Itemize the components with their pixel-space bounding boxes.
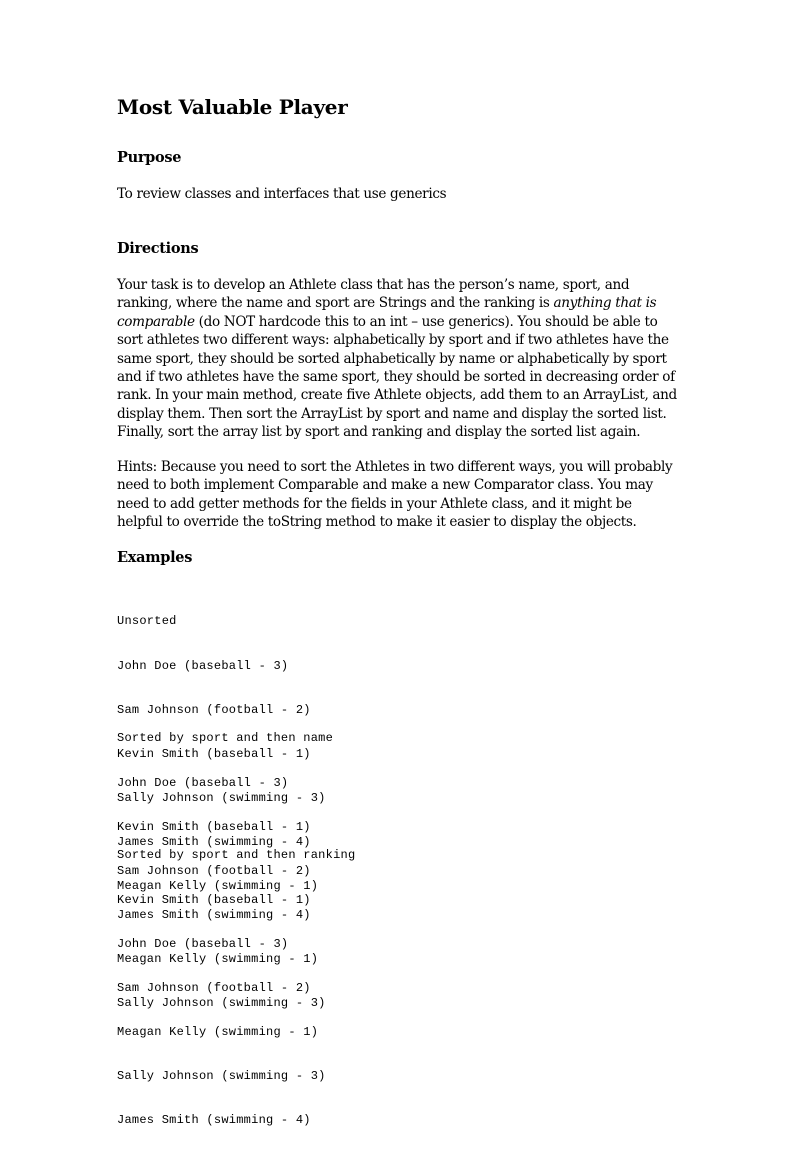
paragraph-line (117, 294, 687, 312)
directions-paragraph-2 (117, 458, 687, 532)
code-line: Sorted by sport and then ranking (117, 848, 356, 863)
code-line: Sally Johnson (swimming - 3) (117, 790, 326, 805)
code-line: James Smith (swimming - 4) (117, 834, 311, 849)
paragraph-line: Finally, sort the array list by sport and ranking and display the sorted list again. (117, 424, 641, 441)
code-line: James Smith (swimming - 4) (117, 907, 311, 922)
purpose-line: To review classes and interfaces that use generics (117, 186, 447, 202)
paragraph-line: and if two athletes have the same sport, they should be sorted in decreasing order of (117, 369, 675, 386)
code-line: Meagan Kelly (swimming - 1) (117, 1024, 319, 1039)
code-line: Sorted by sport and then name (117, 731, 334, 746)
paragraph-text: ranking, where the name and sport are Strings and the ranking is (117, 295, 554, 312)
code-line: James Smith (swimming - 4) (117, 1112, 311, 1127)
code-line: Sam Johnson (football - 2) (117, 863, 311, 878)
directions-paragraph-1 (117, 276, 687, 442)
emphasis-text: comparable (117, 313, 195, 330)
paragraph-line: need to both implement Comparable and make a new Comparator class. You may (117, 477, 653, 494)
code-line: Sally Johnson (swimming - 3) (117, 1068, 326, 1083)
paragraph-line: need to add getter methods for the fields in your Athlete class, and it might be (117, 495, 632, 512)
code-line: John Doe (baseball - 3) (117, 775, 289, 790)
paragraph-text: (do NOT hardcode this to an int – use generics). You should be able to (194, 313, 658, 330)
code-line: Kevin Smith (baseball - 1) (117, 819, 311, 834)
emphasis-text: anything that is (553, 295, 657, 312)
examples-heading: Examples (117, 549, 193, 566)
code-line: Sam Johnson (football - 2) (117, 702, 311, 717)
paragraph-line: same sport, they should be sorted alphabetically by name or alphabetically by sport (117, 350, 667, 367)
code-block-sorted-by-ranking (117, 819, 355, 1157)
paragraph-line (117, 313, 687, 331)
paragraph-line: Your task is to develop an Athlete class that has the person’s name, sport, and (117, 277, 630, 293)
code-line: Kevin Smith (baseball - 1) (117, 892, 311, 907)
document-title: Most Valuable Player (117, 95, 348, 119)
code-line: Meagan Kelly (swimming - 1) (117, 951, 319, 966)
paragraph-line: Hints: Because you need to sort the Athletes in two different ways, you will probably (117, 459, 673, 475)
code-line: Kevin Smith (baseball - 1) (117, 746, 311, 761)
paragraph-line: display them. Then sort the ArrayList by sport and name and display the sorted list. (117, 405, 667, 422)
paragraph-line: sort athletes two different ways: alphabetically by sport and if two athletes have the (117, 332, 669, 349)
purpose-text (117, 185, 687, 203)
code-line: Sam Johnson (football - 2) (117, 980, 311, 995)
purpose-heading: Purpose (117, 149, 182, 166)
code-line: John Doe (baseball - 3) (117, 936, 289, 951)
code-line: Meagan Kelly (swimming - 1) (117, 878, 319, 893)
code-line: Unsorted (117, 614, 177, 629)
paragraph-line: rank. In your main method, create five Athlete objects, add them to an ArrayList, and (117, 387, 677, 404)
code-line: John Doe (baseball - 3) (117, 658, 289, 673)
directions-heading: Directions (117, 240, 199, 257)
code-line: Sally Johnson (swimming - 3) (117, 995, 326, 1010)
paragraph-line: helpful to override the toString method to make it easier to display the objects. (117, 514, 637, 531)
